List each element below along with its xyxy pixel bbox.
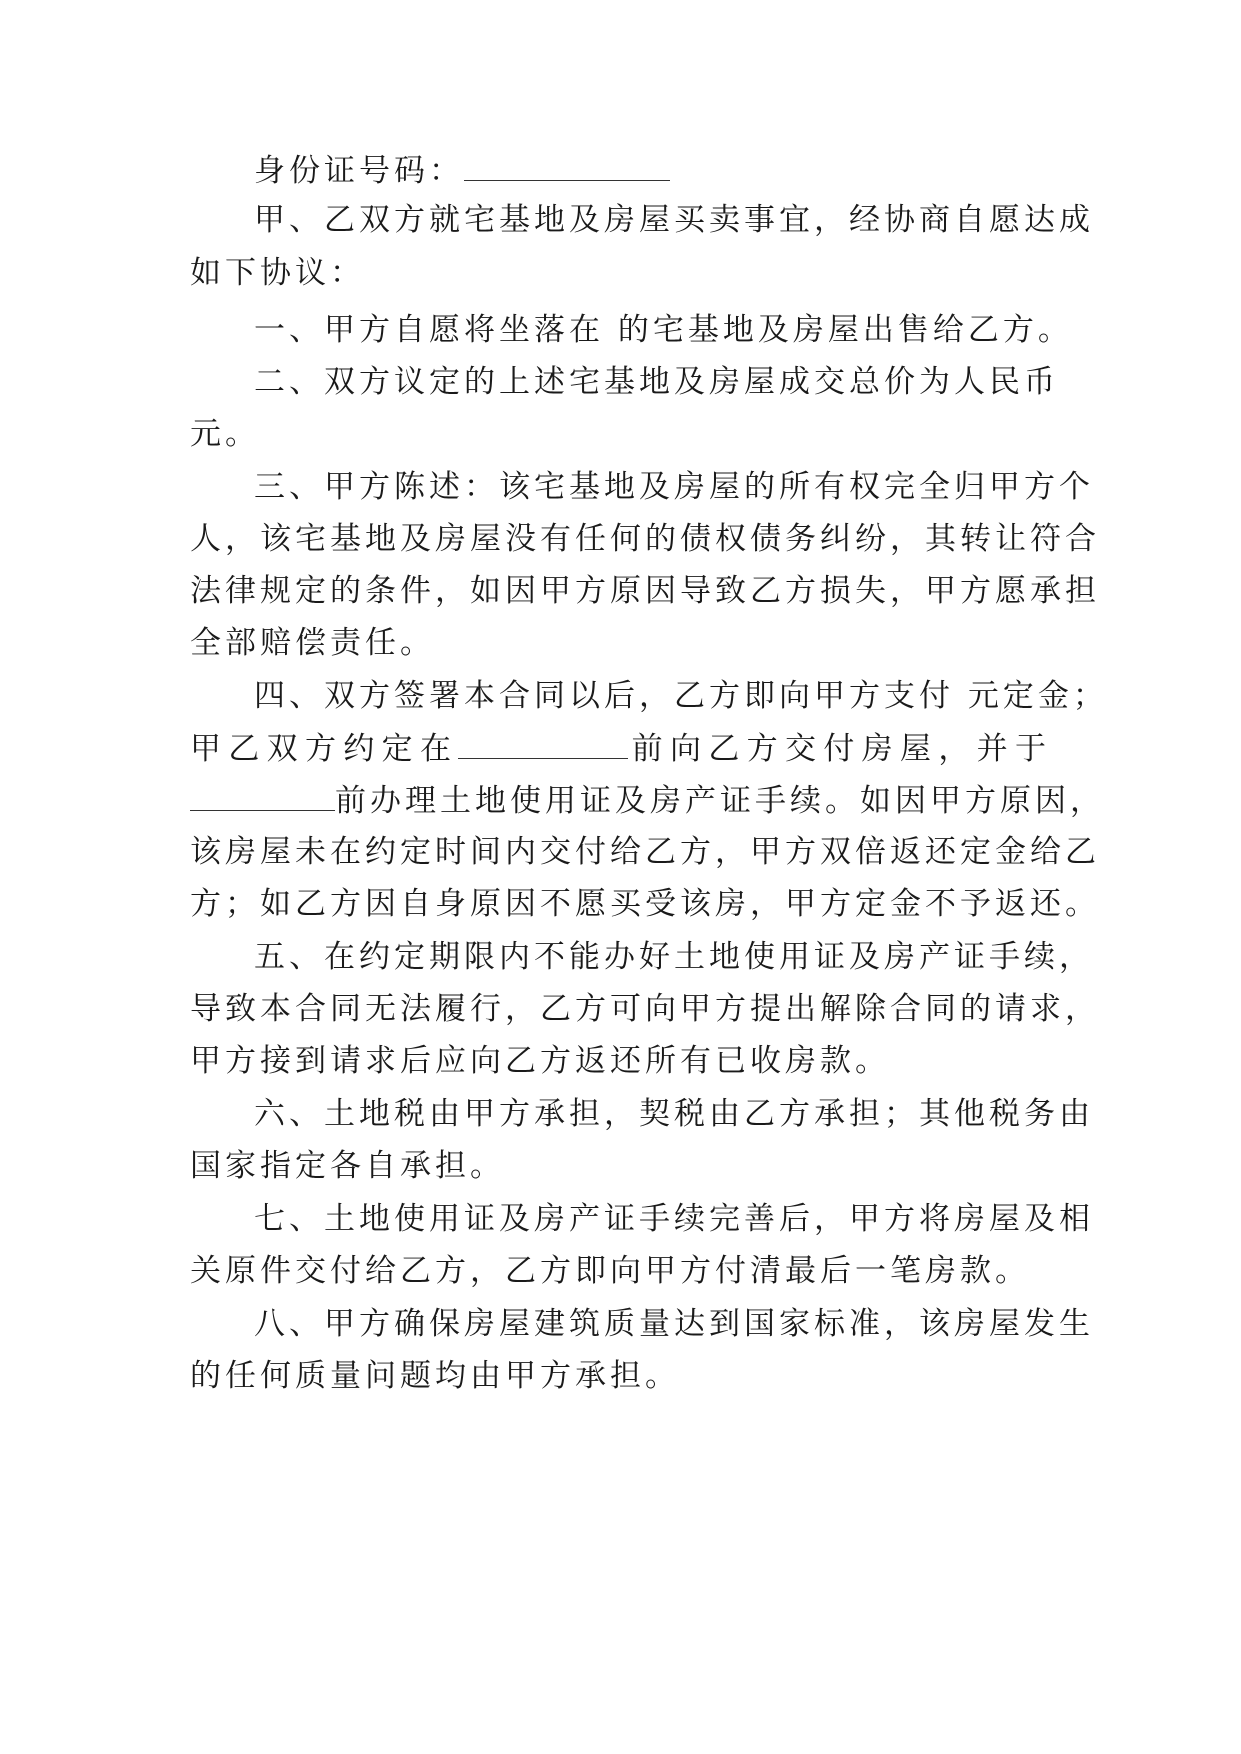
clause-4-line-1: 四、双方签署本合同以后，乙方即向甲方支付 元定金； [254, 678, 1108, 714]
clause-6-line-2: 国家指定各自承担。 [190, 1148, 505, 1184]
certificate-date-blank [190, 780, 335, 811]
clause-4-line-3-text: 前办理土地使用证及房产证手续。如因甲方原因， [335, 783, 1105, 819]
clause-7-line-1: 七、土地使用证及房产证手续完善后，甲方将房屋及相 [254, 1201, 1094, 1237]
id-number-blank [464, 150, 670, 181]
intro-line-2: 如下协议： [190, 255, 365, 291]
clause-4-line-3 [190, 780, 1105, 821]
clause-1-line-1: 一、甲方自愿将坐落在 的宅基地及房屋出售给乙方。 [254, 312, 1073, 348]
clause-5-line-3: 甲方接到请求后应向乙方返还所有已收房款。 [190, 1043, 890, 1079]
clause-3-line-1: 三、甲方陈述：该宅基地及房屋的所有权完全归甲方个 [254, 469, 1094, 505]
delivery-date-blank [458, 728, 628, 759]
clause-3-line-4: 全部赔偿责任。 [190, 625, 435, 661]
clause-7-line-2: 关原件交付给乙方，乙方即向甲方付清最后一笔房款。 [190, 1253, 1030, 1289]
clause-2-line-2: 元。 [190, 416, 260, 452]
clause-5-line-2: 导致本合同无法履行，乙方可向甲方提出解除合同的请求， [190, 991, 1100, 1027]
clause-4-line-4: 该房屋未在约定时间内交付给乙方，甲方双倍返还定金给乙 [190, 834, 1100, 870]
clause-4-line-2-start: 甲乙双方约定在 [190, 731, 459, 767]
id-number-line [254, 150, 1050, 191]
id-number-label: 身份证号码： [254, 153, 464, 189]
intro-line-1: 甲、乙双方就宅基地及房屋买卖事宜，经协商自愿达成 [254, 202, 1094, 238]
clause-3-line-3: 法律规定的条件，如因甲方原因导致乙方损失，甲方愿承担 [190, 573, 1100, 609]
clause-6-line-1: 六、土地税由甲方承担，契税由乙方承担；其他税务由 [254, 1096, 1094, 1132]
clause-2-line-1: 二、双方议定的上述宅基地及房屋成交总价为人民币 [254, 364, 1059, 400]
clause-5-line-1: 五、在约定期限内不能办好土地使用证及房产证手续， [254, 939, 1094, 975]
clause-8-line-2: 的任何质量问题均由甲方承担。 [190, 1358, 680, 1394]
clause-4-line-5: 方；如乙方因自身原因不愿买受该房，甲方定金不予返还。 [190, 886, 1100, 922]
clause-4-line-2 [190, 728, 1050, 769]
clause-8-line-1: 八、甲方确保房屋建筑质量达到国家标准，该房屋发生 [254, 1306, 1094, 1342]
clause-4-line-2-end: 前向乙方交付房屋，并于 [628, 731, 1051, 767]
clause-3-line-2: 人，该宅基地及房屋没有任何的债权债务纠纷，其转让符合 [190, 521, 1100, 557]
